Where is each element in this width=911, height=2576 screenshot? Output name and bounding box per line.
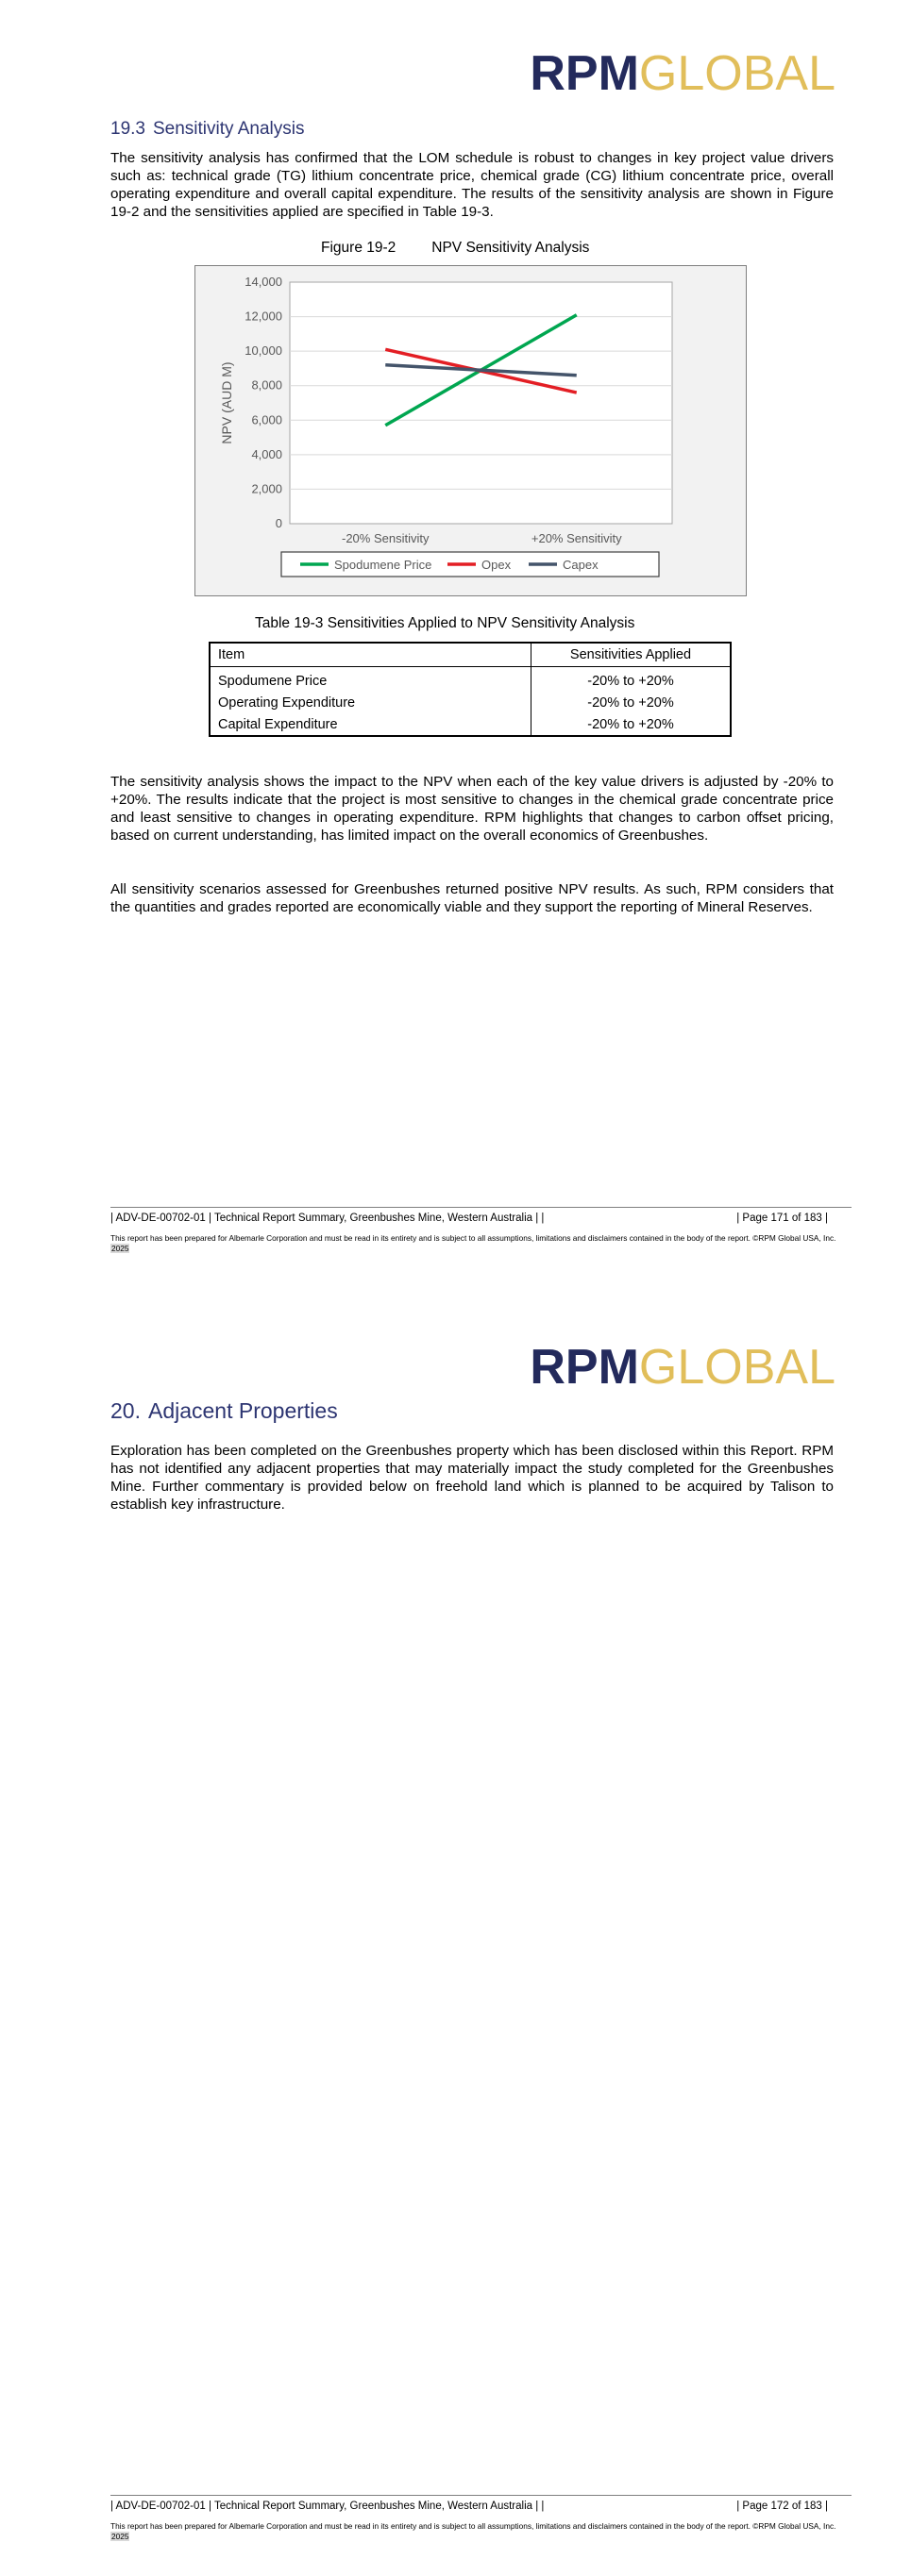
y-tick-label: 8,000 [251, 377, 282, 393]
y-tick-label: 4,000 [251, 446, 282, 461]
section-title: Sensitivity Analysis [152, 119, 305, 139]
plot-area [290, 282, 672, 524]
table-caption [255, 615, 634, 632]
section-heading-20 [110, 1398, 338, 1424]
intro-paragraph: The sensitivity analysis has confirmed that the LOM schedule is robust to changes in key project value drivers such as: technical grade (TG) lithium concentrate price, chemical grade (CG) lithium concentrate price, overall operating expenditure and overall capital expenditure. The results of the sensitivity analysis are shown in Figure 19-2 and the sensitivities applied are specified in Table 19-3. [110, 150, 834, 220]
x-tick-label: -20% Sensitivity [342, 531, 430, 545]
legend-label: Opex [481, 558, 512, 572]
table-row [210, 713, 731, 736]
table-cell-sensitivity: -20% to +20% [531, 692, 732, 713]
section-title: Adjacent Properties [147, 1398, 338, 1423]
table-header-sensitivities: Sensitivities Applied [531, 643, 732, 667]
sensitivity-results-paragraph: The sensitivity analysis shows the impact to the NPV when each of the key value drivers is adjusted by -20% to +20%. The results indicate that the project is most sensitive to changes in the chemical grade concentrate price and least sensitive to changes in operating expenditure. RPM highlights that changes to carbon offset pricing, based on current understanding, has limited impact on the overall economics of Greenbushes. [110, 774, 834, 844]
table-title: Sensitivities Applied to NPV Sensitivity Analysis [327, 615, 635, 631]
page-172 [0, 1288, 911, 2576]
figure-title: NPV Sensitivity Analysis [431, 240, 590, 256]
footer-page-number: | Page 171 of 183 | [736, 1213, 828, 1224]
table-cell-item: Operating Expenditure [218, 694, 356, 711]
y-axis-label: NPV (AUD M) [219, 361, 234, 444]
footer-document-info: | ADV-DE-00702-01 | Technical Report Summary, Greenbushes Mine, Western Australia | | [110, 2501, 545, 2512]
disclaimer-year: 2025 [111, 2532, 129, 2541]
conclusion-paragraph: All sensitivity scenarios assessed for Greenbushes returned positive NPV results. As such, RPM considers that the quantities and grades reported are economically viable and they support the reporting of Mineral Reserves. [110, 881, 834, 915]
table-header-row [210, 643, 731, 667]
section-number: 19.3 [110, 119, 145, 139]
footer-document-info: | ADV-DE-00702-01 | Technical Report Summary, Greenbushes Mine, Western Australia | | [110, 1213, 545, 1224]
y-tick-label: 12,000 [245, 309, 282, 324]
section-heading-19-3 [110, 119, 305, 140]
legend-label: Spodumene Price [334, 558, 432, 572]
table-row [210, 692, 731, 713]
y-tick-label: 0 [275, 516, 282, 530]
table-cell-sensitivity: -20% to +20% [531, 667, 732, 693]
y-tick-label: 6,000 [251, 412, 282, 427]
rpm-global-logo: RPMGLOBAL [530, 46, 835, 101]
footer-disclaimer: This report has been prepared for Albemarle Corporation and must be read in its entirety and is subject to all assumptions, limitations and disclaimers contained in the body of the report. ©RPM Global USA, Inc. 2025 [110, 1233, 836, 1253]
table-cell-item: Capital Expenditure [218, 716, 338, 732]
npv-sensitivity-chart [194, 265, 747, 596]
table-label: Table 19-3 [255, 615, 324, 631]
table-row [210, 667, 731, 693]
x-tick-label: +20% Sensitivity [531, 531, 622, 545]
y-tick-label: 14,000 [245, 275, 282, 289]
y-tick-label: 2,000 [251, 481, 282, 496]
figure-label: Figure 19-2 [321, 240, 396, 256]
table-cell-sensitivity: -20% to +20% [531, 713, 732, 736]
y-tick-label: 10,000 [245, 343, 282, 359]
disclaimer-year: 2025 [111, 1244, 129, 1253]
rpm-global-logo: RPMGLOBAL [530, 1340, 835, 1395]
adjacent-properties-paragraph: Exploration has been completed on the Greenbushes property which has been disclosed within this Report. RPM has not identified any adjacent properties that may materially impact the study completed for the Greenbushes Mine. Further commentary is provided below on freehold land which is planned to be acquired by Talison to establish key infrastructure. [110, 1443, 834, 1513]
table-header-item: Item [210, 643, 531, 667]
footer-page-number: | Page 172 of 183 | [736, 2501, 828, 2512]
footer-disclaimer: This report has been prepared for Albemarle Corporation and must be read in its entirety and is subject to all assumptions, limitations and disclaimers contained in the body of the report. ©RPM Global USA, Inc. 2025 [110, 2521, 836, 2541]
footer-divider [110, 1207, 852, 1208]
section-number: 20. [110, 1398, 141, 1423]
chart-svg [195, 266, 748, 597]
legend-label: Capex [563, 558, 599, 572]
table-cell-item: Spodumene Price [218, 673, 328, 689]
figure-caption [321, 240, 589, 257]
sensitivities-table [209, 642, 732, 737]
footer-divider [110, 2495, 852, 2496]
